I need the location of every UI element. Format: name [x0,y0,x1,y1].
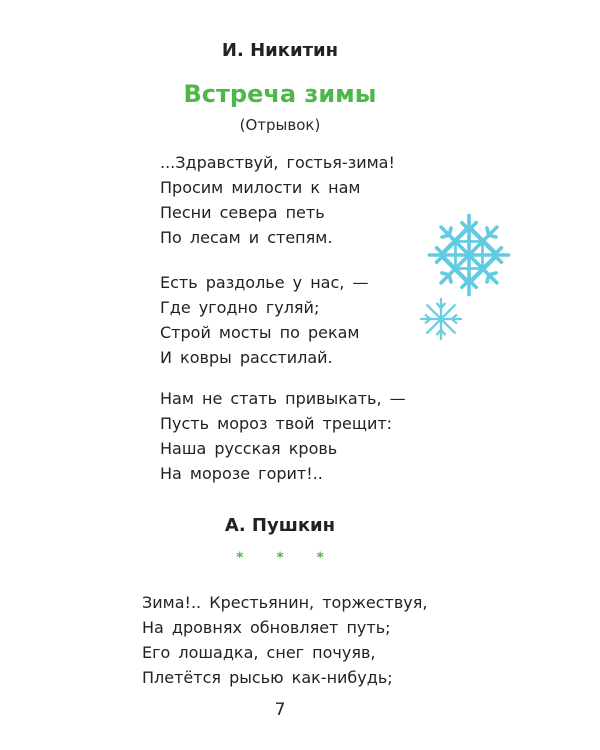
snowflake-icon [424,210,514,300]
poem-line: Где угодно гуляй; [160,298,320,317]
poem-line: Пусть мороз твой трещит: [160,414,393,433]
poem-line: По лесам и степям. [160,228,333,247]
poem-line: И ковры расстилай. [160,348,333,367]
poem-line: На дровнях обновляет путь; [142,618,391,637]
page-number: 7 [274,700,286,720]
section-divider: * * * [236,550,338,566]
poem-line: Плетётся рысью как-нибудь; [142,668,393,687]
poem-line: Песни севера петь [160,203,325,222]
poem-line: Зима!.. Крестьянин, торжествуя, [142,593,428,612]
poem-stanza [160,270,368,370]
poem-line: Есть раздолье у нас, — [160,273,369,292]
poem-line: Строй мосты по рекам [160,323,360,342]
poem-line: На морозе горит!.. [160,464,323,483]
poem-subtitle: (Отрывок) [239,116,321,134]
poem-stanza [160,150,395,250]
poem-line: ...Здравствуй, гостья-зима! [160,153,395,172]
poem-stanza [142,590,427,690]
poem-author: И. Никитин [221,40,339,61]
poem-stanza [160,386,406,486]
poem-line: Его лошадка, снег почуяв, [142,643,376,662]
poem-author: А. Пушкин [224,515,336,536]
snowflake-icon [418,296,464,342]
poem-line: Просим милости к нам [160,178,361,197]
poem-line: Нам не стать привыкать, — [160,389,406,408]
poem-title: Встреча зимы [183,80,377,108]
poem-line: Наша русская кровь [160,439,338,458]
